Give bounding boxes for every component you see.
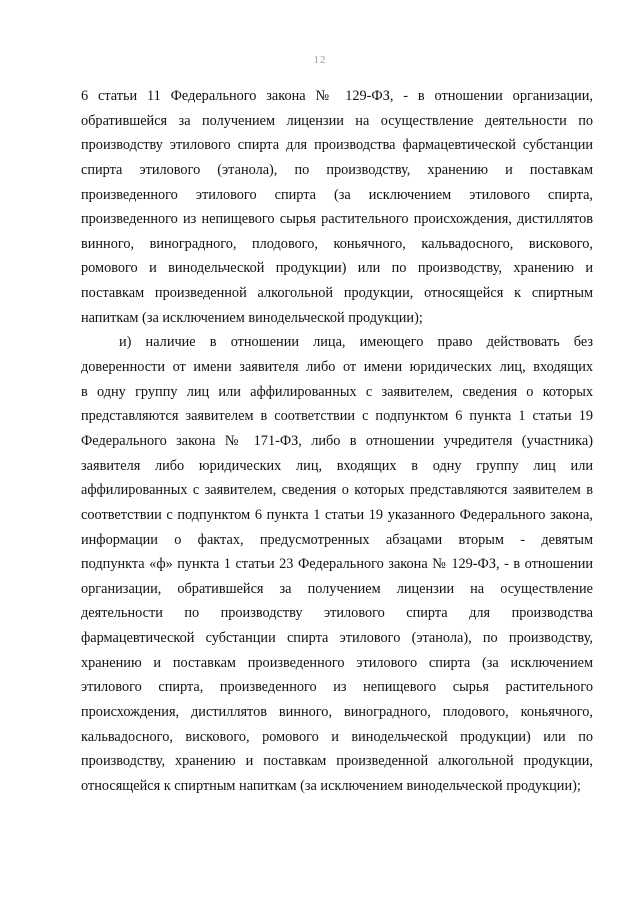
text-line: хранению и поставкам произведенного этилового спирта (за исключением — [81, 654, 593, 671]
text-line: винного, виноградного, плодового, коньячного, кальвадосного, вискового, — [81, 235, 593, 252]
text-line: и) наличие в отношении лица, имеющего право действовать без — [119, 334, 593, 351]
text-line: соответствии с подпунктом 6 пункта 1 статьи 19 указанного Федерального закона, — [81, 506, 593, 523]
text-line: доверенности от имени заявителя либо от имени юридических лиц, входящих — [81, 359, 593, 376]
paragraph-1 — [81, 84, 593, 330]
text-line: подпункта «ф» пункта 1 статьи 23 Федерального закона № 129-ФЗ, - в отношении — [81, 556, 593, 573]
text-line: производству, хранению и поставкам произведенной алкогольной продукции, — [81, 753, 593, 770]
text-line: напиткам (за исключением винодельческой продукции); — [81, 309, 423, 326]
text-line: обратившейся за получением лицензии на осуществление деятельности по — [81, 112, 593, 129]
page-number: 12 — [313, 54, 327, 66]
text-line: спирта этилового (этанола), по производству, хранению и поставкам — [81, 161, 593, 178]
text-line: производству этилового спирта для производства фармацевтической субстанции — [81, 137, 593, 154]
text-line: деятельности по производству этилового спирта для производства — [81, 605, 593, 622]
text-line: в одну группу лиц или аффилированных с заявителем, сведения о которых — [81, 383, 593, 400]
text-line: информации о фактах, предусмотренных абзацами вторым - девятым — [81, 531, 593, 548]
text-line: аффилированных с заявителем, сведения о которых представляются заявителем в — [81, 482, 593, 499]
paragraph-2 — [81, 330, 593, 798]
text-line: кальвадосного, вискового, ромового и винодельческой продукции) или по — [81, 728, 593, 745]
document-body — [81, 84, 593, 799]
text-line: организации, обратившейся за получением лицензии на осуществление — [81, 580, 593, 597]
text-line: относящейся к спиртным напиткам (за исключением винодельческой продукции); — [81, 777, 581, 794]
text-line: ромового и винодельческой продукции) или по производству, хранению и — [81, 260, 593, 277]
text-line: представляются заявителем в соответствии с подпунктом 6 пункта 1 статьи 19 — [81, 408, 593, 425]
text-line: этилового спирта, произведенного из непищевого сырья растительного — [81, 679, 593, 696]
text-line: произведенного из непищевого сырья растительного происхождения, дистиллятов — [81, 211, 593, 228]
text-line: заявителя либо юридических лиц, входящих в одну группу лиц или — [81, 457, 593, 474]
text-line: поставкам произведенной алкогольной продукции, относящейся к спиртным — [81, 285, 593, 302]
text-line: фармацевтической субстанции спирта этилового (этанола), по производству, — [81, 630, 593, 647]
text-line: происхождения, дистиллятов винного, виноградного, плодового, коньячного, — [81, 704, 593, 721]
text-line: Федерального закона № 171-ФЗ, либо в отношении учредителя (участника) — [81, 432, 593, 449]
text-line: произведенного этилового спирта (за исключением этилового спирта, — [81, 186, 593, 203]
text-line: 6 статьи 11 Федерального закона № 129-ФЗ, - в отношении организации, — [81, 88, 593, 104]
